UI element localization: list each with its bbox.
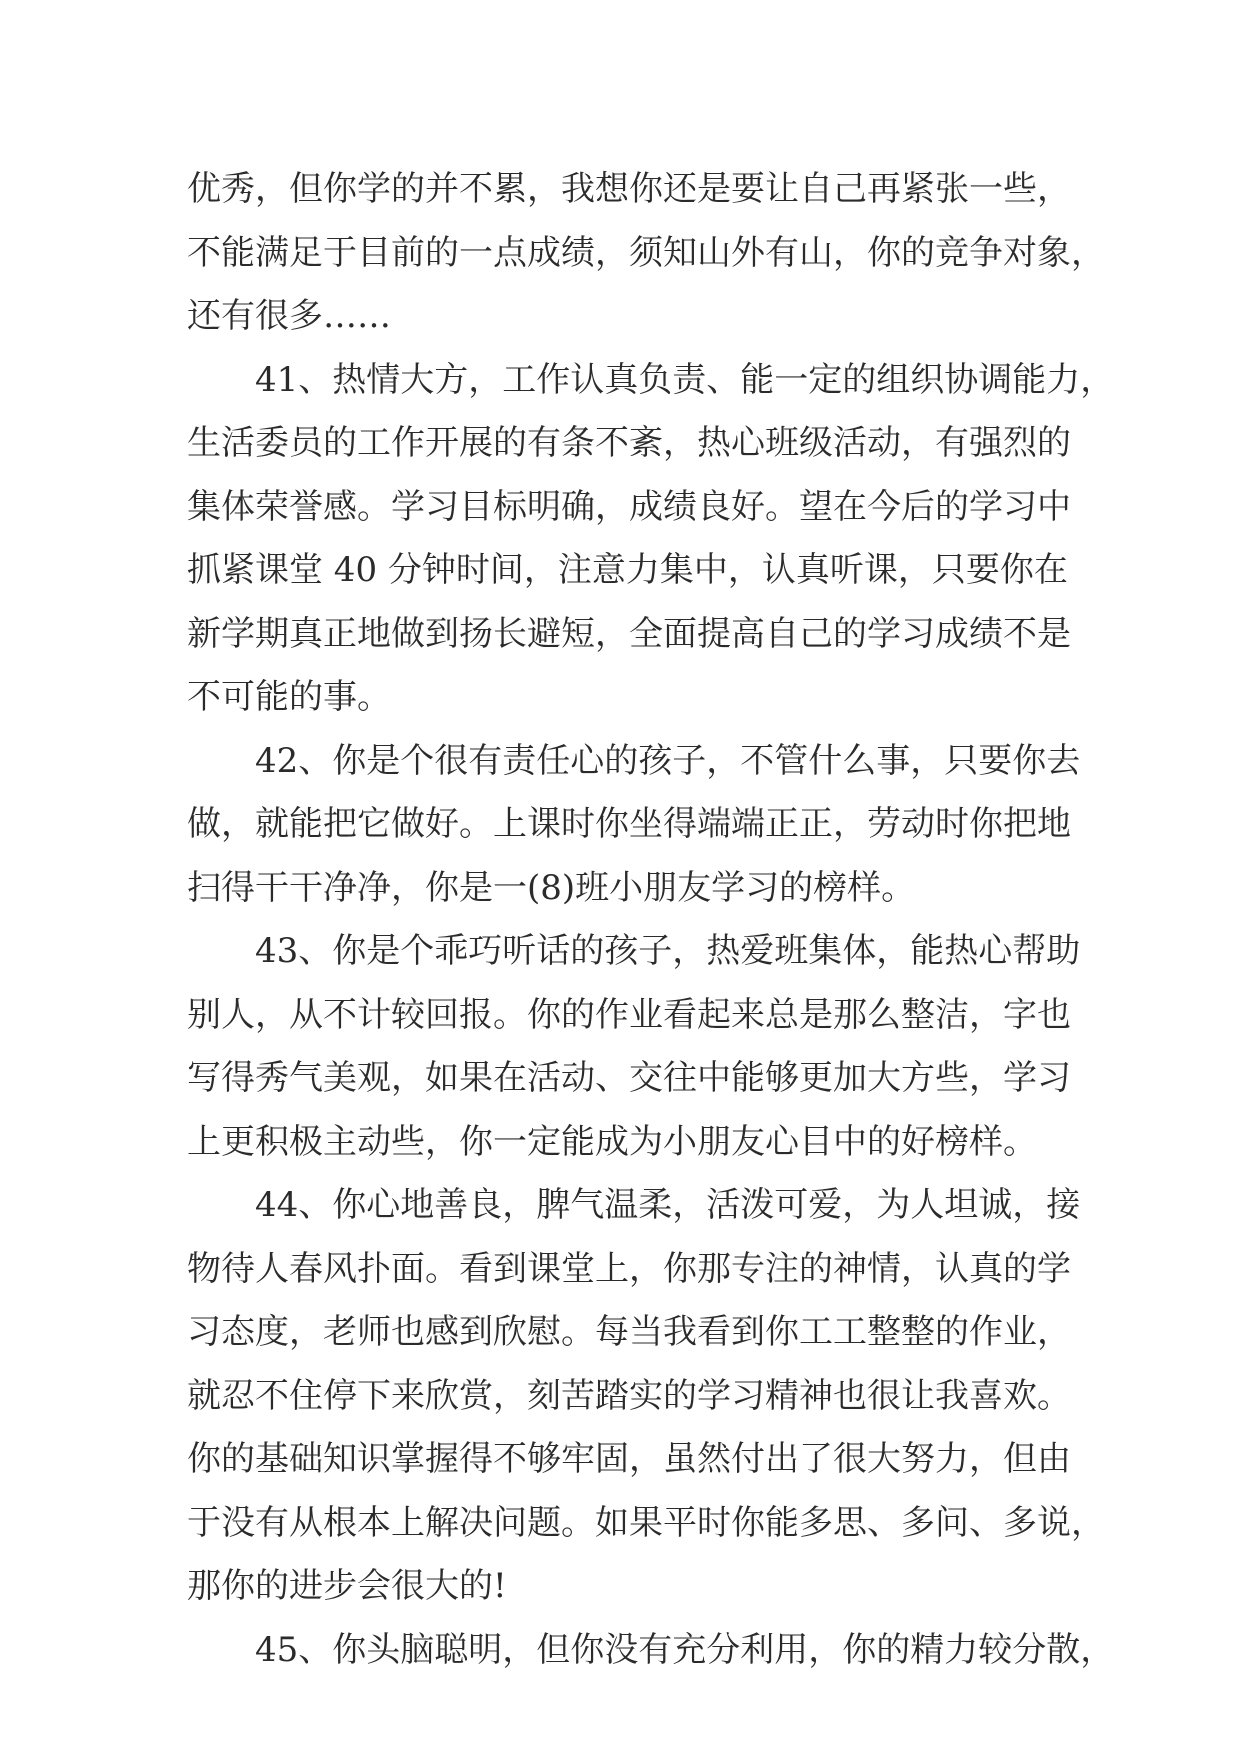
text-line: 那你的进步会很大的! bbox=[187, 1566, 507, 1606]
text-line: 还有很多…… bbox=[187, 296, 391, 336]
paragraph-41 bbox=[187, 349, 1115, 730]
text-line: 43、你是个乖巧听话的孩子，热爱班集体，能热心帮助 bbox=[255, 931, 1081, 971]
text-line: 物待人春风扑面。看到课堂上，你那专注的神情，认真的学 bbox=[187, 1248, 1071, 1289]
text-line: 44、你心地善良，脾气温柔，活泼可爱，为人坦诚，接 bbox=[255, 1185, 1081, 1225]
text-line: 集体荣誉感。学习目标明确，成绩良好。望在今后的学习中 bbox=[187, 486, 1071, 527]
text-line: 做，就能把它做好。上课时你坐得端端正正，劳动时你把地 bbox=[187, 804, 1071, 844]
text-line: 不能满足于目前的一点成绩，须知山外有山，你的竞争对象， bbox=[187, 232, 1105, 273]
text-line: 生活委员的工作开展的有条不紊，热心班级活动，有强烈的 bbox=[187, 423, 1071, 463]
text-line: 你的基础知识掌握得不够牢固，虽然付出了很大努力，但由 bbox=[187, 1439, 1071, 1479]
text-line: 习态度，老师也感到欣慰。每当我看到你工工整整的作业， bbox=[187, 1312, 1071, 1352]
text-line: 42、你是个很有责任心的孩子，不管什么事，只要你去 bbox=[255, 740, 1081, 781]
text-line: 扫得干干净净，你是一(8)班小朋友学习的榜样。 bbox=[187, 867, 916, 908]
text-line: 就忍不住停下来欣赏，刻苦踏实的学习精神也很让我喜欢。 bbox=[187, 1375, 1071, 1416]
paragraph-45 bbox=[187, 1619, 1115, 1683]
paragraph-42 bbox=[187, 730, 1081, 921]
text-line: 新学期真正地做到扬长避短，全面提高自己的学习成绩不是 bbox=[187, 613, 1071, 654]
paragraph-44 bbox=[187, 1174, 1105, 1619]
text-line: 抓紧课堂 40 分钟时间，注意力集中，认真听课，只要你在 bbox=[187, 550, 1068, 590]
text-line: 于没有从根本上解决问题。如果平时你能多思、多问、多说， bbox=[187, 1502, 1105, 1543]
paragraph-40-continuation bbox=[187, 158, 1105, 349]
text-line: 别人，从不计较回报。你的作业看起来总是那么整洁，字也 bbox=[187, 994, 1071, 1035]
text-line: 41、热情大方，工作认真负责、能一定的组织协调能力， bbox=[255, 359, 1115, 400]
text-line: 上更积极主动些，你一定能成为小朋友心目中的好榜样。 bbox=[187, 1121, 1037, 1162]
text-line: 优秀，但你学的并不累，我想你还是要让自己再紧张一些， bbox=[187, 169, 1071, 209]
text-line: 写得秀气美观，如果在活动、交往中能够更加大方些，学习 bbox=[187, 1058, 1071, 1098]
document-body bbox=[187, 158, 1115, 1682]
text-line: 45、你头脑聪明，但你没有充分利用，你的精力较分散， bbox=[255, 1629, 1115, 1670]
paragraph-43 bbox=[187, 920, 1081, 1174]
text-line: 不可能的事。 bbox=[187, 677, 391, 717]
